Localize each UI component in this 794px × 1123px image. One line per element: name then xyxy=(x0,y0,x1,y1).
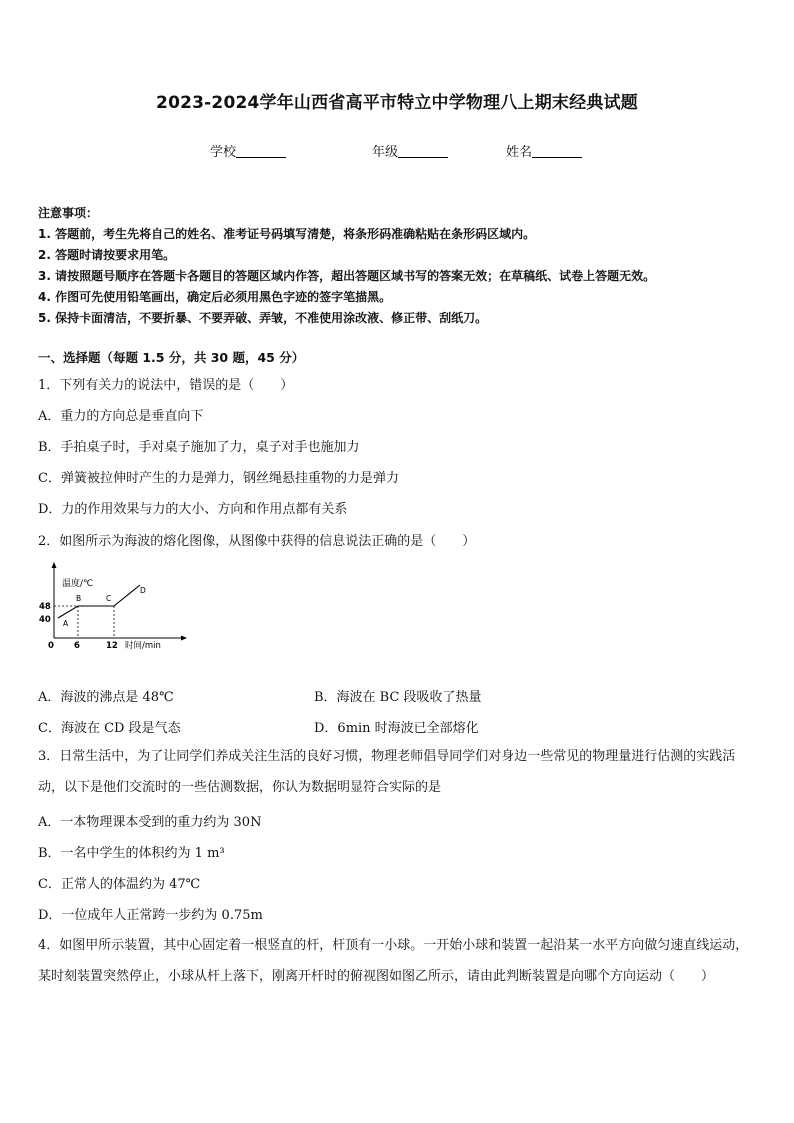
graph-xlabel: 时间/min xyxy=(125,641,161,651)
question-2-stem: 2．如图所示为海波的熔化图像，从图像中获得的信息说法正确的是（ ） xyxy=(38,534,476,549)
question-3-option-c[interactable]: C．正常人的体温约为 47℃ xyxy=(38,877,201,892)
notice-block xyxy=(38,203,768,329)
graph-origin-label: 0 xyxy=(48,641,54,651)
notice-heading: 注意事项： xyxy=(38,206,99,220)
graph-y-arrow xyxy=(52,562,57,568)
question-1-stem: 1．下列有关力的说法中，错误的是（ ） xyxy=(38,378,294,393)
question-3-stem: 3．日常生活中，为了让同学们养成关注生活的良好习惯，物理老师倡导同学们对身边一些常见的物理量进行估测的实践活动，以下是他们交流时的一些估测数据，你认为数据明显符合实际的是 xyxy=(38,749,736,795)
section-heading: 一、选择题（每题 1.5 分，共 30 题，45 分） xyxy=(38,350,305,365)
question-4-stem: 4．如图甲所示装置，其中心固定着一根竖直的杆，杆顶有一小球。一开始小球和装置一起沿某一水平方向做匀速直线运动，某时刻装置突然停止，小球从杆上落下，刚离开杆时的俯视图如图乙所示，请由此判断装置是向哪个方向运动（ ） xyxy=(38,938,749,984)
melting-graph xyxy=(36,560,196,655)
question-1-option-d[interactable]: D．力的作用效果与力的大小、方向和作用点都有关系 xyxy=(38,502,348,517)
graph-point-d: D xyxy=(140,586,146,595)
name-blank[interactable] xyxy=(532,145,582,158)
question-2-option-d[interactable]: D．6min 时海波已全部熔化 xyxy=(314,721,479,736)
graph-x-arrow xyxy=(181,636,187,641)
page-title: 2023-2024学年山西省高平市特立中学物理八上期末经典试题 xyxy=(156,93,638,113)
graph-point-b: B xyxy=(76,594,82,603)
graph-ylabel: 温度/℃ xyxy=(62,579,94,589)
graph-curve xyxy=(58,585,140,618)
question-2-option-a[interactable]: A．海波的沸点是 48℃ xyxy=(38,690,174,705)
question-2-option-b[interactable]: B．海波在 BC 段吸收了热量 xyxy=(314,690,482,705)
graph-point-a: A xyxy=(63,619,69,628)
notice-item: 1. 答题前，考生先将自己的姓名、准考证号码填写清楚，将条形码准确粘贴在条形码区域内。 xyxy=(38,227,536,241)
name-label: 姓名 xyxy=(506,145,533,160)
school-blank[interactable] xyxy=(236,145,286,158)
question-1-option-b[interactable]: B．手拍桌子时，手对桌子施加了力，桌子对手也施加力 xyxy=(38,440,360,455)
graph-xtick-12: 12 xyxy=(106,641,118,651)
graph-ytick-40: 40 xyxy=(39,615,51,625)
school-label: 学校 xyxy=(210,145,237,160)
name-field[interactable] xyxy=(506,141,582,160)
question-3-option-b[interactable]: B．一名中学生的体积约为 1 m³ xyxy=(38,846,225,861)
question-1-option-c[interactable]: C．弹簧被拉伸时产生的力是弹力，钢丝绳悬挂重物的力是弹力 xyxy=(38,471,399,486)
notice-item: 4. 作图可先使用铅笔画出，确定后必须用黑色字迹的签字笔描黑。 xyxy=(38,290,392,304)
graph-ytick-48: 48 xyxy=(39,602,51,612)
question-3-option-a[interactable]: A．一本物理课本受到的重力约为 30N xyxy=(38,815,262,830)
grade-field[interactable] xyxy=(372,141,448,160)
notice-item: 5. 保持卡面清洁，不要折暴、不要弄破、弄皱，不准使用涂改液、修正带、刮纸刀。 xyxy=(38,311,488,325)
graph-point-c: C xyxy=(106,594,112,603)
question-1-option-a[interactable]: A．重力的方向总是垂直向下 xyxy=(38,409,204,424)
question-2-option-c[interactable]: C．海波在 CD 段是气态 xyxy=(38,721,181,736)
notice-item: 2. 答题时请按要求用笔。 xyxy=(38,248,176,262)
graph-xtick-6: 6 xyxy=(74,641,80,651)
question-3-option-d[interactable]: D．一位成年人正常跨一步约为 0.75m xyxy=(38,908,263,923)
school-field[interactable] xyxy=(210,141,286,160)
grade-label: 年级 xyxy=(372,145,399,160)
notice-item: 3. 请按照题号顺序在答题卡各题目的答题区域内作答，超出答题区域书写的答案无效；在草稿纸、试卷上答题无效。 xyxy=(38,269,656,283)
grade-blank[interactable] xyxy=(398,145,448,158)
